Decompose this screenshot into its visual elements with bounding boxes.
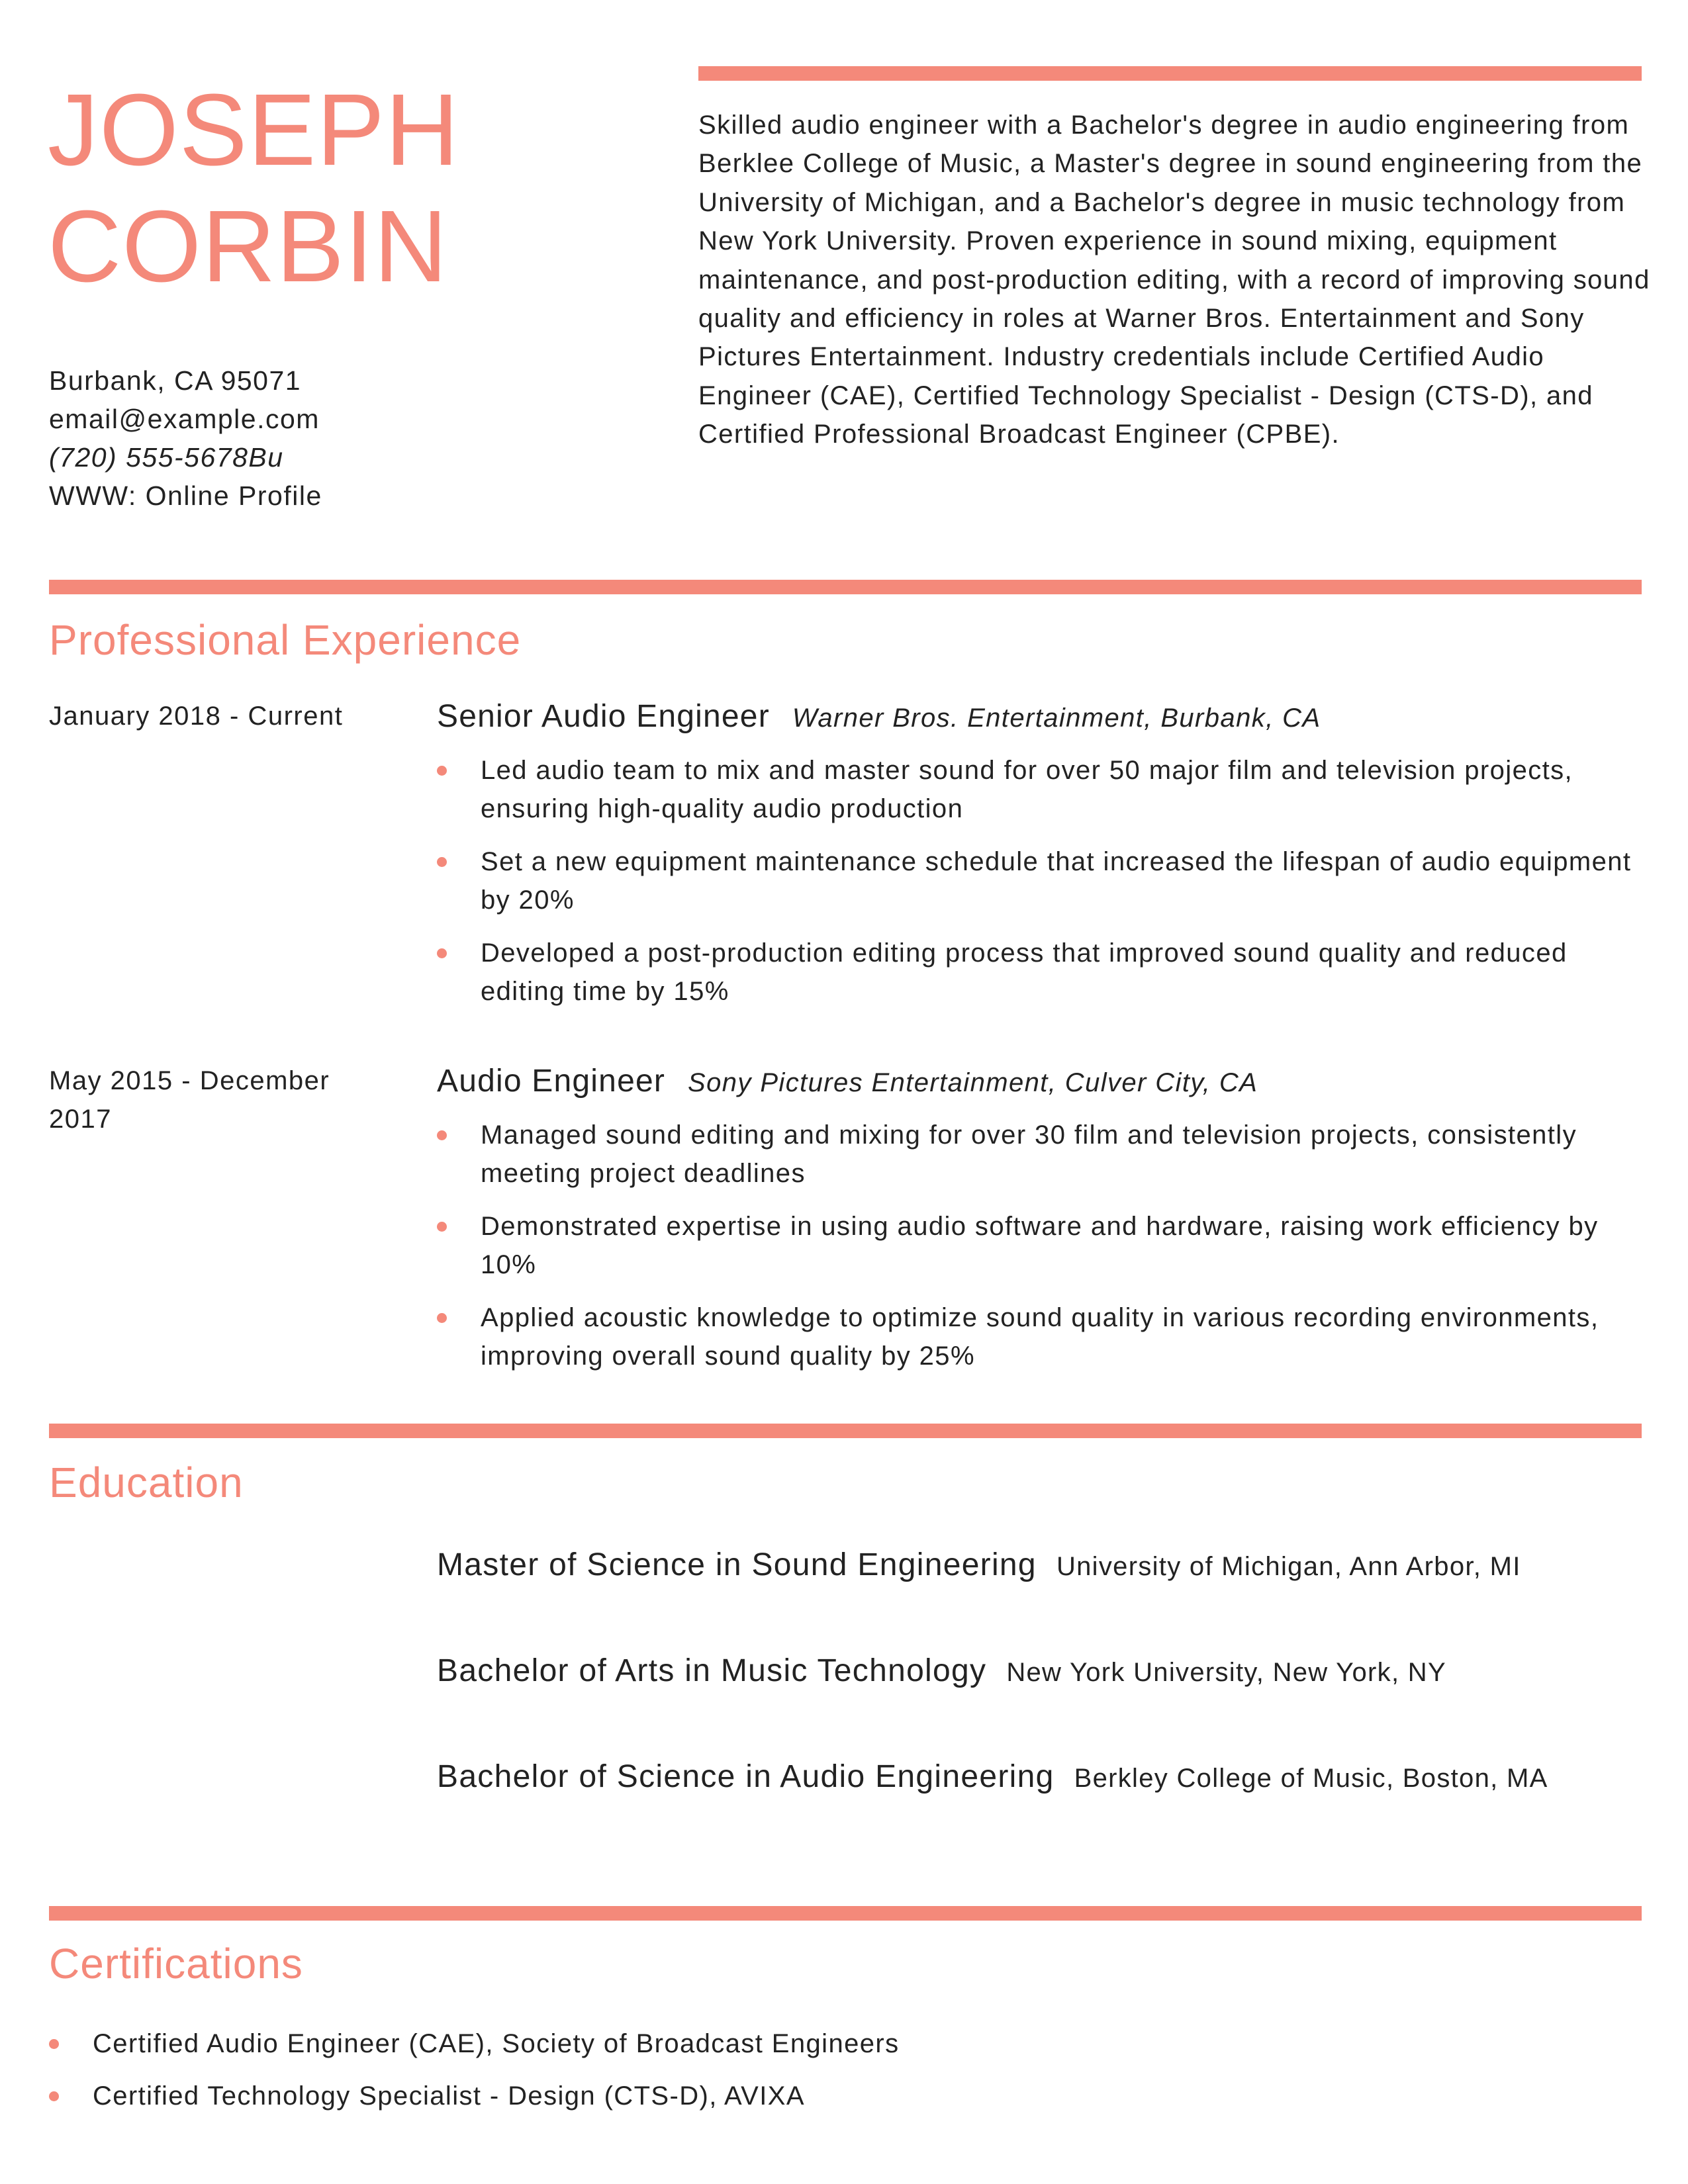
contact-phone: (720) 555-5678Bu: [49, 442, 284, 473]
job-bullets: [437, 1116, 1648, 1375]
list-item: [437, 1298, 1648, 1375]
certifications-divider: [49, 1906, 1642, 1921]
degree-name: Bachelor of Science in Audio Engineering: [437, 1759, 1055, 1794]
experience-divider: [49, 580, 1642, 594]
list-item: [49, 2077, 805, 2115]
bullet-dot-icon: [49, 2091, 59, 2101]
candidate-name: [48, 71, 459, 304]
job-title: Senior Audio Engineer: [437, 699, 770, 734]
job-body: [437, 697, 1648, 1025]
certification-text: Certified Audio Engineer (CAE), Society of Broadcast Engineers: [93, 2029, 900, 2058]
list-item: [437, 1116, 1648, 1193]
school-name: Berkley College of Music, Boston, MA: [1074, 1764, 1548, 1793]
job-dates: May 2015 - December 2017: [49, 1066, 330, 1134]
last-name: CORBIN: [48, 189, 448, 303]
education-entry: [437, 1754, 1609, 1807]
contact-location: Burbank, CA 95071: [49, 365, 302, 396]
school-name: New York University, New York, NY: [1006, 1658, 1446, 1687]
experience-heading: Professional Experience: [49, 616, 522, 664]
bullet-text: Applied acoustic knowledge to optimize sound quality in various recording environments, improving overall sound quality by 25%: [481, 1303, 1599, 1371]
certification-text: Certified Technology Specialist - Design (CTS-D), AVIXA: [93, 2081, 805, 2111]
job-bullets: [437, 751, 1648, 1011]
list-item: [437, 934, 1648, 1011]
contact-website[interactable]: WWW: Online Profile: [49, 480, 322, 511]
bullet-text: Developed a post-production editing process that improved sound quality and reduced editing time by 15%: [481, 938, 1568, 1006]
professional-summary: Skilled audio engineer with a Bachelor's degree in audio engineering from Berklee College of Music, a Master's degree in sound engineering from the University of Michigan, and a Bachelor's degree in music technology from New York University. Proven experience in sound mixing, equipment maintenance, and post-production editing, with a record of improving sound quality and efficiency in roles at Warner Bros. Entertainment and Sony Pictures Entertainment. Industry credentials include Certified Audio Engineer (CAE), Certified Technology Specialist - Design (CTS-D), and Certified Professional Broadcast Engineer (CPBE).: [698, 111, 1650, 449]
degree-name: Bachelor of Arts in Music Technology: [437, 1653, 987, 1688]
job-body: [437, 1062, 1648, 1390]
job-title: Audio Engineer: [437, 1064, 666, 1099]
first-name: JOSEPH: [48, 73, 460, 187]
list-item: [437, 751, 1648, 828]
education-entry: [437, 1542, 1655, 1596]
list-item: [49, 2025, 900, 2063]
bullet-dot-icon: [437, 766, 447, 776]
bullet-dot-icon: [437, 857, 447, 867]
bullet-dot-icon: [437, 1222, 447, 1232]
job-company: Warner Bros. Entertainment, Burbank, CA: [792, 704, 1321, 733]
summary-top-divider: [698, 66, 1642, 81]
bullet-text: Set a new equipment maintenance schedule that increased the lifespan of audio equipment by 20%: [481, 847, 1632, 915]
list-item: [437, 842, 1648, 919]
bullet-dot-icon: [49, 2039, 59, 2049]
job-header: [437, 697, 1648, 738]
certifications-heading: Certifications: [49, 1940, 303, 1987]
bullet-dot-icon: [437, 1130, 447, 1140]
bullet-dot-icon: [437, 948, 447, 958]
job-header: [437, 1062, 1648, 1103]
education-heading: Education: [49, 1459, 244, 1506]
bullet-text: Led audio team to mix and master sound for over 50 major film and television projects, ensuring high-quality audio production: [481, 756, 1573, 823]
bullet-dot-icon: [437, 1313, 447, 1323]
degree-name: Master of Science in Sound Engineering: [437, 1547, 1037, 1582]
education-entry: [437, 1648, 1655, 1702]
list-item: [437, 1207, 1648, 1284]
education-divider: [49, 1424, 1642, 1438]
contact-email[interactable]: email@example.com: [49, 404, 320, 434]
job-company: Sony Pictures Entertainment, Culver City, CA: [688, 1068, 1258, 1097]
bullet-text: Managed sound editing and mixing for over 30 film and television projects, consistently meeting project deadlines: [481, 1120, 1577, 1188]
school-name: University of Michigan, Ann Arbor, MI: [1056, 1552, 1521, 1581]
contact-block: [49, 361, 322, 515]
job-dates: January 2018 - Current: [49, 702, 344, 731]
bullet-text: Demonstrated expertise in using audio software and hardware, raising work efficiency by 10%: [481, 1212, 1599, 1279]
